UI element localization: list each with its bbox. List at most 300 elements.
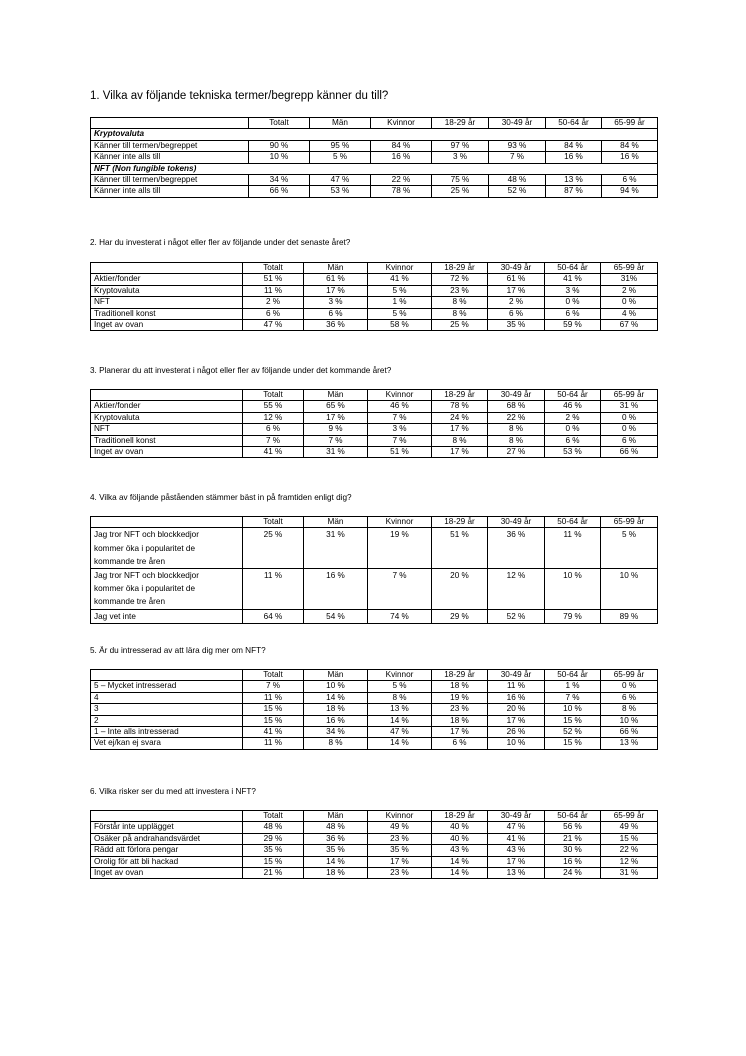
header-row (91, 118, 658, 129)
value-cell: 66 % (601, 447, 658, 458)
value-cell: 67 % (601, 320, 658, 331)
value-cell: 41 % (243, 447, 304, 458)
row-label: Inget av ovan (91, 320, 243, 331)
row-label: Inget av ovan (91, 868, 243, 879)
value-cell: 2 % (243, 297, 304, 308)
value-cell: 46 % (368, 401, 432, 412)
value-cell: 7 % (368, 435, 432, 446)
value-cell: 43 % (488, 845, 545, 856)
table-row (91, 285, 658, 296)
table-row (91, 868, 658, 879)
value-cell: 10 % (249, 152, 310, 163)
row-label-line: Jag tror NFT och blockkedjor (94, 530, 199, 540)
value-cell: 84 % (546, 140, 602, 151)
value-cell: 78 % (371, 186, 432, 197)
value-cell: 10 % (304, 681, 368, 692)
value-cell: 22 % (601, 845, 658, 856)
row-label-line: kommande tre åren (94, 597, 165, 607)
column-header: 30-49 år (488, 517, 545, 528)
value-cell: 14 % (432, 856, 488, 867)
section-row (91, 129, 658, 140)
value-cell: 16 % (602, 152, 658, 163)
value-cell: 17 % (304, 412, 368, 423)
value-cell: 23 % (368, 833, 432, 844)
value-cell: 23 % (432, 704, 488, 715)
column-header: Totalt (243, 390, 304, 401)
column-header: Totalt (243, 811, 304, 822)
value-cell: 97 % (432, 140, 489, 151)
row-label: 5 – Mycket intresserad (91, 681, 243, 692)
value-cell: 7 % (368, 569, 432, 610)
row-label: 4 (91, 692, 243, 703)
value-cell: 23 % (368, 868, 432, 879)
column-header: 65-99 år (601, 390, 658, 401)
header-row (91, 517, 658, 528)
value-cell: 14 % (368, 738, 432, 749)
column-header: Kvinnor (368, 517, 432, 528)
value-cell: 6 % (243, 424, 304, 435)
column-header: Totalt (243, 670, 304, 681)
value-cell: 8 % (304, 738, 368, 749)
column-header: 50-64 år (546, 118, 602, 129)
value-cell: 35 % (243, 845, 304, 856)
column-header: 50-64 år (545, 670, 601, 681)
value-cell: 30 % (545, 845, 601, 856)
value-cell: 6 % (602, 175, 658, 186)
value-cell: 13 % (488, 868, 545, 879)
value-cell: 10 % (601, 715, 658, 726)
column-header: 65-99 år (601, 670, 658, 681)
value-cell: 41 % (488, 833, 545, 844)
q1-table (90, 117, 658, 198)
table-row (91, 152, 658, 163)
row-label-line: Jag vet inte (94, 611, 136, 621)
table-row (91, 738, 658, 749)
column-header: Män (304, 390, 368, 401)
value-cell: 22 % (371, 175, 432, 186)
value-cell: 19 % (432, 692, 488, 703)
value-cell: 20 % (488, 704, 545, 715)
value-cell: 13 % (546, 175, 602, 186)
table-row (91, 727, 658, 738)
value-cell: 6 % (243, 308, 304, 319)
row-label: 2 (91, 715, 243, 726)
value-cell: 8 % (601, 704, 658, 715)
value-cell: 9 % (304, 424, 368, 435)
column-header: 65-99 år (601, 811, 658, 822)
value-cell: 65 % (304, 401, 368, 412)
value-cell: 10 % (545, 704, 601, 715)
row-label-line: kommer öka i popularitet de (94, 543, 196, 553)
value-cell: 0 % (545, 424, 601, 435)
row-label: Förstår inte upplägget (91, 822, 243, 833)
value-cell: 47 % (368, 727, 432, 738)
value-cell: 11 % (243, 569, 304, 610)
column-header: Kvinnor (371, 118, 432, 129)
q5-table (90, 669, 658, 750)
value-cell: 7 % (489, 152, 546, 163)
column-header: 50-64 år (545, 390, 601, 401)
value-cell: 18 % (304, 704, 368, 715)
value-cell: 68 % (488, 401, 545, 412)
value-cell: 6 % (601, 692, 658, 703)
value-cell: 51 % (368, 447, 432, 458)
column-header: 18-29 år (432, 517, 488, 528)
table-row (91, 692, 658, 703)
q5-title: 5. Är du intresserad av att lära dig mer om NFT? (90, 646, 266, 655)
value-cell: 0 % (601, 412, 658, 423)
value-cell: 2 % (601, 285, 658, 296)
row-label: NFT (91, 424, 243, 435)
value-cell: 19 % (368, 528, 432, 569)
row-label: NFT (91, 297, 243, 308)
value-cell: 90 % (249, 140, 310, 151)
value-cell: 6 % (545, 435, 601, 446)
value-cell: 17 % (432, 447, 488, 458)
value-cell: 3 % (304, 297, 368, 308)
q2-title: 2. Har du investerat i något eller fler av följande under det senaste året? (90, 238, 351, 247)
value-cell: 7 % (368, 412, 432, 423)
value-cell: 40 % (432, 822, 488, 833)
value-cell: 6 % (488, 308, 545, 319)
value-cell: 14 % (432, 868, 488, 879)
value-cell: 52 % (488, 609, 545, 623)
value-cell: 29 % (432, 609, 488, 623)
value-cell: 55 % (243, 401, 304, 412)
table-row (91, 856, 658, 867)
table-row (91, 175, 658, 186)
row-label-line: kommer öka i popularitet de (94, 584, 196, 594)
value-cell: 72 % (432, 274, 488, 285)
table-row (91, 424, 658, 435)
value-cell: 74 % (368, 609, 432, 623)
row-label: 3 (91, 704, 243, 715)
value-cell: 11 % (243, 692, 304, 703)
value-cell: 49 % (601, 822, 658, 833)
value-cell: 53 % (310, 186, 371, 197)
table-row (91, 401, 658, 412)
value-cell: 14 % (368, 715, 432, 726)
value-cell: 21 % (243, 868, 304, 879)
value-cell: 84 % (602, 140, 658, 151)
value-cell: 31 % (304, 528, 368, 569)
value-cell: 20 % (432, 569, 488, 610)
value-cell: 26 % (488, 727, 545, 738)
column-header: Kvinnor (368, 811, 432, 822)
column-header: Män (304, 263, 368, 274)
row-label: Osäker på andrahandsvärdet (91, 833, 243, 844)
q4-table (90, 516, 658, 624)
column-header: 18-29 år (432, 118, 489, 129)
value-cell: 36 % (304, 320, 368, 331)
table-row (91, 435, 658, 446)
header-blank-cell (91, 263, 243, 274)
value-cell: 6 % (304, 308, 368, 319)
column-header: Män (310, 118, 371, 129)
row-label: Känner inte alls till (91, 186, 249, 197)
value-cell: 18 % (432, 681, 488, 692)
value-cell: 17 % (488, 856, 545, 867)
value-cell: 35 % (304, 845, 368, 856)
column-header: Män (304, 670, 368, 681)
column-header: 65-99 år (602, 118, 658, 129)
value-cell: 7 % (243, 681, 304, 692)
value-cell: 43 % (432, 845, 488, 856)
row-label: Känner inte alls till (91, 152, 249, 163)
value-cell: 8 % (432, 308, 488, 319)
value-cell: 6 % (601, 435, 658, 446)
value-cell: 25 % (432, 320, 488, 331)
value-cell: 7 % (243, 435, 304, 446)
value-cell: 18 % (432, 715, 488, 726)
value-cell: 5 % (368, 681, 432, 692)
value-cell: 14 % (304, 856, 368, 867)
q6-title: 6. Vilka risker ser du med att investera i NFT? (90, 787, 256, 796)
value-cell: 0 % (601, 681, 658, 692)
table-row (91, 822, 658, 833)
column-header: Totalt (249, 118, 310, 129)
value-cell: 47 % (310, 175, 371, 186)
section-heading: Kryptovaluta (91, 129, 658, 140)
column-header: 30-49 år (488, 263, 545, 274)
value-cell: 16 % (545, 856, 601, 867)
row-label: Orolig för att bli hackad (91, 856, 243, 867)
value-cell: 95 % (310, 140, 371, 151)
value-cell: 23 % (432, 285, 488, 296)
q3-table (90, 389, 658, 458)
header-blank-cell (91, 670, 243, 681)
value-cell: 15 % (545, 715, 601, 726)
table-row (91, 297, 658, 308)
value-cell: 87 % (546, 186, 602, 197)
column-header: 18-29 år (432, 263, 488, 274)
table-row (91, 681, 658, 692)
row-label: Rädd att förlora pengar (91, 845, 243, 856)
value-cell: 52 % (545, 727, 601, 738)
table-row (91, 412, 658, 423)
section-row (91, 163, 658, 174)
value-cell: 15 % (243, 715, 304, 726)
value-cell: 13 % (601, 738, 658, 749)
value-cell: 35 % (488, 320, 545, 331)
value-cell: 25 % (243, 528, 304, 569)
value-cell: 47 % (243, 320, 304, 331)
value-cell: 35 % (368, 845, 432, 856)
value-cell: 16 % (304, 715, 368, 726)
row-label: Vet ej/kan ej svara (91, 738, 243, 749)
column-header: 50-64 år (545, 517, 601, 528)
value-cell: 5 % (368, 285, 432, 296)
value-cell: 66 % (249, 186, 310, 197)
row-label: Kryptovaluta (91, 412, 243, 423)
value-cell: 18 % (304, 868, 368, 879)
column-header: 30-49 år (488, 811, 545, 822)
value-cell: 11 % (488, 681, 545, 692)
column-header: Män (304, 811, 368, 822)
value-cell: 0 % (601, 424, 658, 435)
header-row (91, 670, 658, 681)
value-cell: 4 % (601, 308, 658, 319)
value-cell: 7 % (304, 435, 368, 446)
value-cell: 41 % (368, 274, 432, 285)
column-header: 30-49 år (488, 390, 545, 401)
value-cell: 10 % (545, 569, 601, 610)
value-cell: 31% (601, 274, 658, 285)
value-cell: 58 % (368, 320, 432, 331)
column-header: 50-64 år (545, 263, 601, 274)
column-header: 50-64 år (545, 811, 601, 822)
value-cell: 16 % (488, 692, 545, 703)
value-cell: 5 % (310, 152, 371, 163)
table-row (91, 320, 658, 331)
column-header: 65-99 år (601, 517, 658, 528)
value-cell: 17 % (432, 727, 488, 738)
value-cell: 48 % (304, 822, 368, 833)
table-row (91, 528, 658, 569)
row-label: Traditionell konst (91, 435, 243, 446)
value-cell: 48 % (489, 175, 546, 186)
value-cell: 12 % (488, 569, 545, 610)
value-cell: 61 % (488, 274, 545, 285)
row-label (91, 528, 243, 569)
header-blank-cell (91, 390, 243, 401)
value-cell: 52 % (489, 186, 546, 197)
value-cell: 8 % (368, 692, 432, 703)
value-cell: 47 % (488, 822, 545, 833)
table-row (91, 308, 658, 319)
column-header: 18-29 år (432, 670, 488, 681)
value-cell: 8 % (432, 435, 488, 446)
value-cell: 1 % (368, 297, 432, 308)
value-cell: 27 % (488, 447, 545, 458)
column-header: Totalt (243, 517, 304, 528)
value-cell: 17 % (432, 424, 488, 435)
value-cell: 3 % (432, 152, 489, 163)
row-label: 1 – Inte alls intresserad (91, 727, 243, 738)
value-cell: 78 % (432, 401, 488, 412)
value-cell: 25 % (432, 186, 489, 197)
value-cell: 15 % (545, 738, 601, 749)
value-cell: 51 % (243, 274, 304, 285)
value-cell: 5 % (601, 528, 658, 569)
value-cell: 24 % (545, 868, 601, 879)
q3-title: 3. Planerar du att investerat i något eller fler av följande under det kommande året? (90, 366, 392, 375)
value-cell: 0 % (601, 297, 658, 308)
value-cell: 3 % (368, 424, 432, 435)
column-header: 30-49 år (489, 118, 546, 129)
table-row (91, 845, 658, 856)
column-header: 65-99 år (601, 263, 658, 274)
value-cell: 8 % (432, 297, 488, 308)
value-cell: 56 % (545, 822, 601, 833)
value-cell: 17 % (304, 285, 368, 296)
row-label: Känner till termen/begreppet (91, 140, 249, 151)
q1-title: 1. Vilka av följande tekniska termer/begrepp känner du till? (90, 90, 389, 102)
value-cell: 21 % (545, 833, 601, 844)
value-cell: 10 % (601, 569, 658, 610)
value-cell: 36 % (304, 833, 368, 844)
header-blank-cell (91, 811, 243, 822)
value-cell: 14 % (304, 692, 368, 703)
row-label-line: kommande tre åren (94, 556, 165, 566)
value-cell: 75 % (432, 175, 489, 186)
value-cell: 49 % (368, 822, 432, 833)
column-header: 30-49 år (488, 670, 545, 681)
value-cell: 34 % (304, 727, 368, 738)
row-label (91, 569, 243, 610)
value-cell: 31 % (601, 401, 658, 412)
value-cell: 41 % (545, 274, 601, 285)
value-cell: 17 % (488, 715, 545, 726)
value-cell: 17 % (488, 285, 545, 296)
value-cell: 64 % (243, 609, 304, 623)
value-cell: 31 % (304, 447, 368, 458)
column-header: Totalt (243, 263, 304, 274)
value-cell: 84 % (371, 140, 432, 151)
table-row (91, 140, 658, 151)
row-label-line: Jag tror NFT och blockkedjor (94, 571, 199, 581)
value-cell: 16 % (546, 152, 602, 163)
column-header: Kvinnor (368, 263, 432, 274)
value-cell: 0 % (545, 297, 601, 308)
value-cell: 66 % (601, 727, 658, 738)
value-cell: 8 % (488, 435, 545, 446)
value-cell: 11 % (243, 285, 304, 296)
row-label: Traditionell konst (91, 308, 243, 319)
value-cell: 31 % (601, 868, 658, 879)
value-cell: 3 % (545, 285, 601, 296)
value-cell: 11 % (243, 738, 304, 749)
row-label: Aktier/fonder (91, 274, 243, 285)
value-cell: 11 % (545, 528, 601, 569)
column-header: 18-29 år (432, 390, 488, 401)
table-row (91, 447, 658, 458)
value-cell: 61 % (304, 274, 368, 285)
value-cell: 7 % (545, 692, 601, 703)
column-header: Män (304, 517, 368, 528)
value-cell: 93 % (489, 140, 546, 151)
header-row (91, 390, 658, 401)
q6-table (90, 810, 658, 879)
value-cell: 79 % (545, 609, 601, 623)
section-heading: NFT (Non fungible tokens) (91, 163, 658, 174)
header-blank-cell (91, 517, 243, 528)
value-cell: 40 % (432, 833, 488, 844)
value-cell: 15 % (243, 704, 304, 715)
value-cell: 94 % (602, 186, 658, 197)
row-label: Aktier/fonder (91, 401, 243, 412)
q4-title: 4. Vilka av följande påståenden stämmer bäst in på framtiden enligt dig? (90, 493, 352, 502)
row-label: Känner till termen/begreppet (91, 175, 249, 186)
value-cell: 36 % (488, 528, 545, 569)
table-row (91, 274, 658, 285)
value-cell: 12 % (243, 412, 304, 423)
value-cell: 24 % (432, 412, 488, 423)
value-cell: 34 % (249, 175, 310, 186)
header-blank-cell (91, 118, 249, 129)
value-cell: 2 % (488, 297, 545, 308)
value-cell: 6 % (432, 738, 488, 749)
value-cell: 6 % (545, 308, 601, 319)
column-header: 18-29 år (432, 811, 488, 822)
value-cell: 5 % (368, 308, 432, 319)
value-cell: 1 % (545, 681, 601, 692)
value-cell: 51 % (432, 528, 488, 569)
value-cell: 46 % (545, 401, 601, 412)
value-cell: 53 % (545, 447, 601, 458)
value-cell: 2 % (545, 412, 601, 423)
q2-table (90, 262, 658, 331)
